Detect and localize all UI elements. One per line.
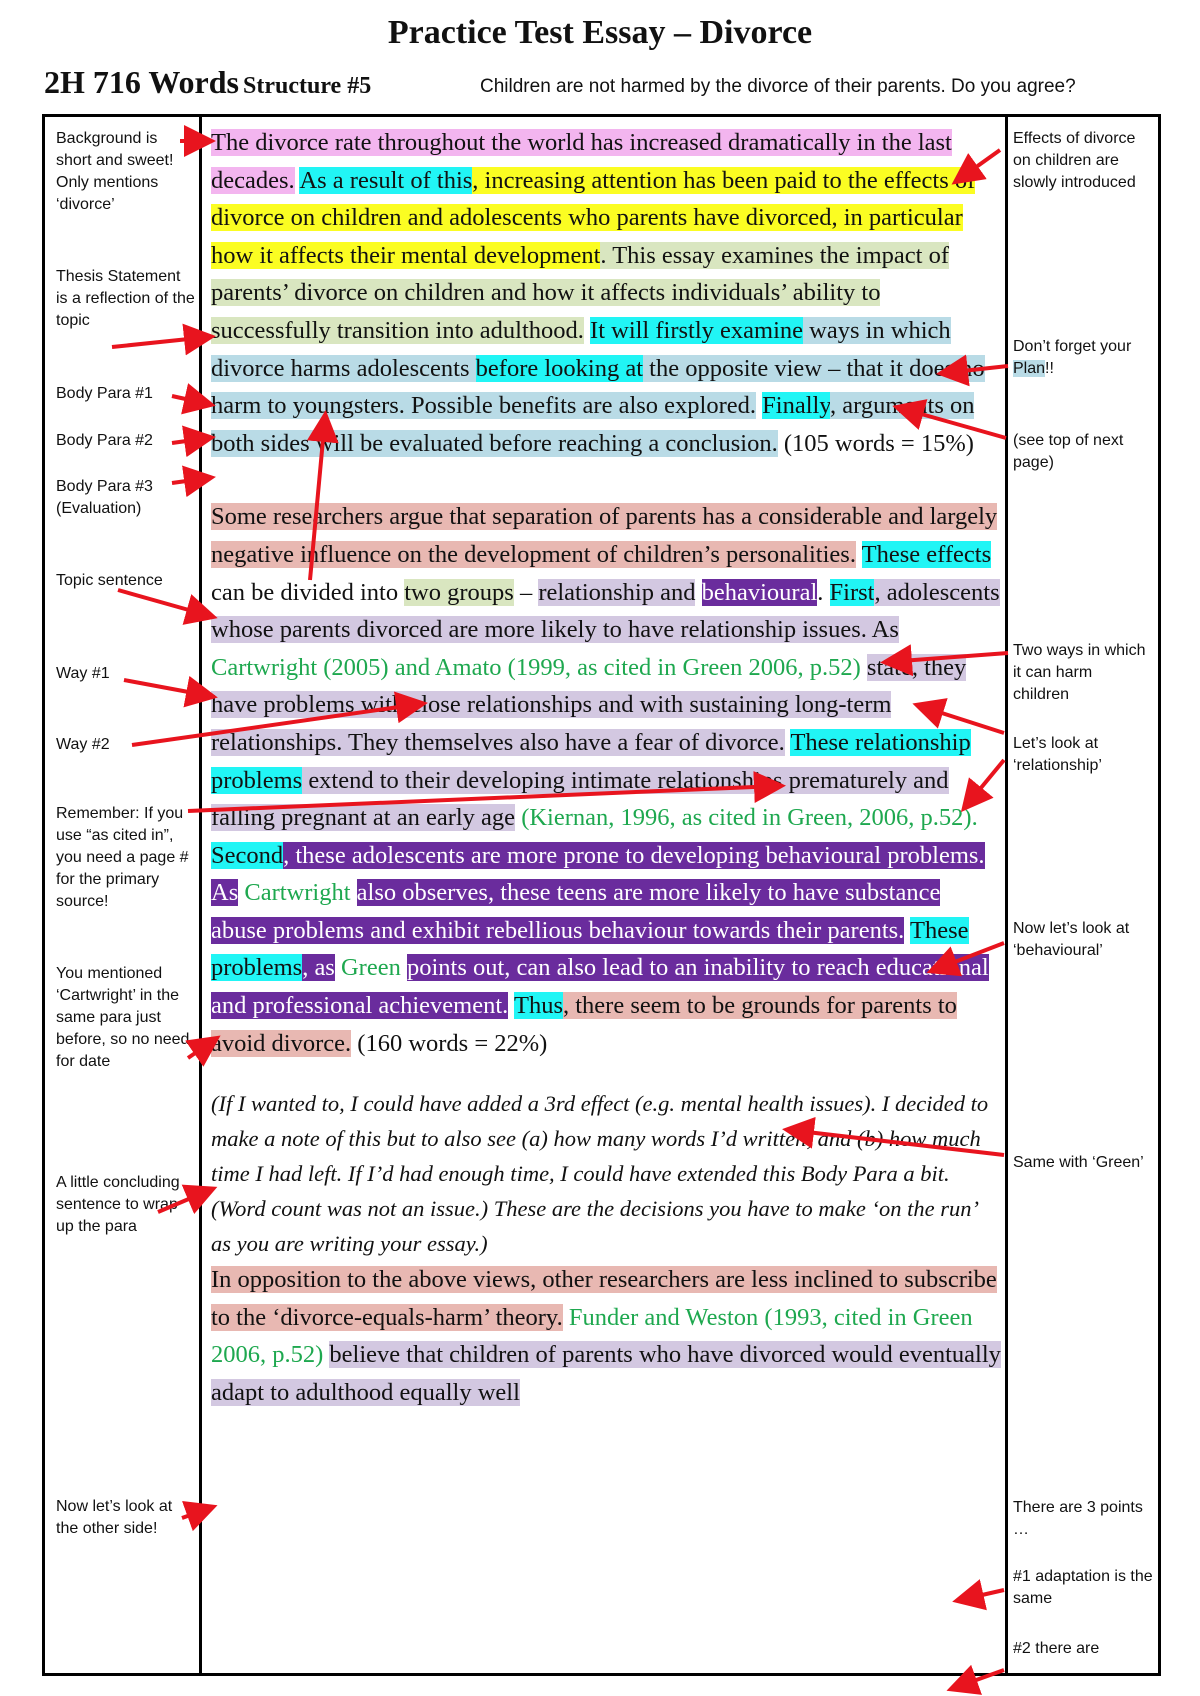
annotation-green: Same with ‘Green’ bbox=[1013, 1154, 1144, 1171]
plan-prefix: Don’t forget your bbox=[1013, 338, 1132, 355]
signpost-these-effects: These effects bbox=[861, 540, 992, 568]
annotation-there-are: #2 there are bbox=[1013, 1640, 1100, 1657]
annotation-cartwright: You mentioned ‘Cartwright’ in the same para just before, so no need for date bbox=[56, 965, 190, 1070]
annotation-body-para-3: Body Para #3 (Evaluation) bbox=[56, 478, 153, 517]
annotation-way-2: Way #2 bbox=[56, 736, 110, 753]
citation-funder-weston: Funder and Weston (1993, cited in Green 2006, p.52) bbox=[211, 1303, 973, 1369]
body1-word-count: (160 words = 22%) bbox=[351, 1029, 548, 1057]
word-count-heading: 2H 716 Words bbox=[44, 64, 239, 100]
annotation-way-1: Way #1 bbox=[56, 665, 110, 682]
topic-sentence: Some researchers argue that separation of parents has a considerable and largely negative influence on the development of children’s personalities. bbox=[211, 503, 998, 568]
annotation-adaptation: #1 adaptation is the same bbox=[1013, 1568, 1153, 1607]
background-sentence: The divorce rate throughout the world has increased dramatically in the last decades. bbox=[211, 129, 952, 194]
annotation-concluding: A little concluding sentence to wrap up the para bbox=[56, 1174, 180, 1235]
plan-part-2: the opposite view – that it does no harm to youngsters. Possible benefits are also explored. bbox=[211, 354, 985, 420]
plan-signpost-1: It will firstly examine bbox=[590, 316, 803, 344]
citation-green: Green bbox=[340, 954, 401, 982]
opposing-topic-sentence: In opposition to the above views, other researchers are less inclined to subscribe to the ‘divorce-equals-harm’ theory. bbox=[211, 1266, 997, 1331]
effects-sentence: , increasing attention has been paid to the effects of divorce on children and adolescents who parents have divorced, in particular how it affects their mental development bbox=[211, 166, 976, 269]
relationship-extension: extend to their developing intimate relationships prematurely and falling pregnant at an early age bbox=[211, 766, 949, 832]
essay-question: Children are not harmed by the divorce of their parents. Do you agree? bbox=[480, 76, 1076, 97]
text-period: . bbox=[817, 578, 824, 606]
body-paragraph-2 bbox=[211, 1261, 1001, 1411]
annotation-plan bbox=[1013, 336, 1148, 380]
plan-part-3: , arguments on both sides will be evaluated before reaching a conclusion. bbox=[211, 392, 975, 457]
way-behavioural: behavioural bbox=[701, 578, 818, 606]
annotation-other-side: Now let’s look at the other side! bbox=[56, 1498, 173, 1537]
behavioural-evidence: also observes, these teens are more likely to have substance abuse problems and exhibit rebellious behaviour towards their parents. bbox=[211, 879, 941, 944]
subheading bbox=[44, 64, 1164, 101]
behavioural-extension: points out, can also lead to an inability to reach educational and professional achievement. bbox=[211, 954, 989, 1020]
signpost-thus: Thus bbox=[513, 992, 563, 1020]
behavioural-point: , these adolescents are more prone to developing behavioural problems. As bbox=[211, 841, 985, 907]
thesis-sentence: . This essay examines the impact of parents’ divorce on children and how it affects individuals’ ability to successfully transition into adulthood. bbox=[211, 241, 949, 344]
signpost-these-problems: These problems bbox=[211, 916, 969, 982]
relationship-evidence: state, they have problems with close relationships and with sustaining long-term relationships. They themselves also have a fear of divorce. bbox=[211, 653, 967, 756]
concluding-sentence: , there seem to be grounds for parents to avoid divorce. bbox=[211, 992, 957, 1057]
plan-word: Plan bbox=[1013, 360, 1046, 377]
plan-signpost-2: before looking at bbox=[475, 354, 644, 382]
annotation-relationship: Let’s look at ‘relationship’ bbox=[1013, 735, 1102, 774]
adaptation-point: believe that children of parents who have divorced would eventually adapt to adulthood equally well bbox=[211, 1341, 1001, 1407]
author-note: (If I wanted to, I could have added a 3rd effect (e.g. mental health issues). I decided to make a note of this but to also see (a) how many words I’d written, and (b) how much time I had left. If I’d had enough time, I could have extended this Body Para a bit. (Word count was not an issue.) These are the decisions you have to make ‘on the run’ as you are writing your essay.) bbox=[211, 1091, 989, 1257]
signpost-second: Second bbox=[211, 841, 284, 869]
intro-paragraph bbox=[211, 124, 1001, 462]
annotation-behavioural: Now let’s look at ‘behavioural’ bbox=[1013, 920, 1130, 959]
structure-label: Structure #5 bbox=[243, 73, 372, 99]
way-relationship: relationship and bbox=[538, 578, 696, 606]
annotation-thesis: Thesis Statement is a reflection of the topic bbox=[56, 268, 195, 329]
annotation-topic-sentence: Topic sentence bbox=[56, 572, 163, 589]
signpost-first: First bbox=[829, 578, 875, 606]
plan-signpost-3: Finally bbox=[762, 392, 830, 420]
annotation-body-para-1: Body Para #1 bbox=[56, 385, 153, 402]
right-column-divider bbox=[1005, 114, 1008, 1676]
annotation-cited-in: Remember: If you use “as cited in”, you need a page # for the primary source! bbox=[56, 805, 189, 910]
text-dash: – bbox=[513, 578, 533, 606]
two-groups: two groups bbox=[404, 578, 514, 606]
text-as: , as bbox=[302, 954, 335, 982]
annotation-two-ways: Two ways in which it can harm children bbox=[1013, 642, 1146, 703]
annotation-three-points: There are 3 points … bbox=[1013, 1499, 1143, 1538]
text-divided: can be divided into bbox=[211, 578, 405, 606]
annotation-body-para-2: Body Para #2 bbox=[56, 432, 153, 449]
annotation-see-top: (see top of next page) bbox=[1013, 432, 1124, 471]
citation-cartwright-amato: Cartwright (2005) and Amato (1999, as cited in Green 2006, p.52) bbox=[211, 653, 861, 681]
annotation-effects: Effects of divorce on children are slowly introduced bbox=[1013, 130, 1136, 191]
body-paragraph-1 bbox=[211, 498, 1001, 1062]
relationship-point: , adolescents whose parents divorced are more likely to have relationship issues. As bbox=[211, 578, 1000, 644]
connector-phrase: As a result of this bbox=[299, 166, 473, 194]
intro-word-count: (105 words = 15%) bbox=[777, 429, 974, 457]
plan-suffix: !! bbox=[1045, 360, 1054, 377]
signpost-relationship-problems: These relationship problems bbox=[211, 728, 971, 794]
plan-part-1: ways in which divorce harms adolescents bbox=[211, 316, 951, 382]
page-title: Practice Test Essay – Divorce bbox=[387, 14, 813, 51]
left-column-divider bbox=[199, 114, 202, 1676]
citation-kiernan: (Kiernan, 1996, as cited in Green, 2006, p.52). bbox=[521, 804, 978, 832]
citation-cartwright: Cartwright bbox=[244, 879, 351, 907]
essay-body bbox=[211, 124, 1001, 1412]
annotation-background: Background is short and sweet! Only mentions ‘divorce’ bbox=[56, 130, 174, 213]
